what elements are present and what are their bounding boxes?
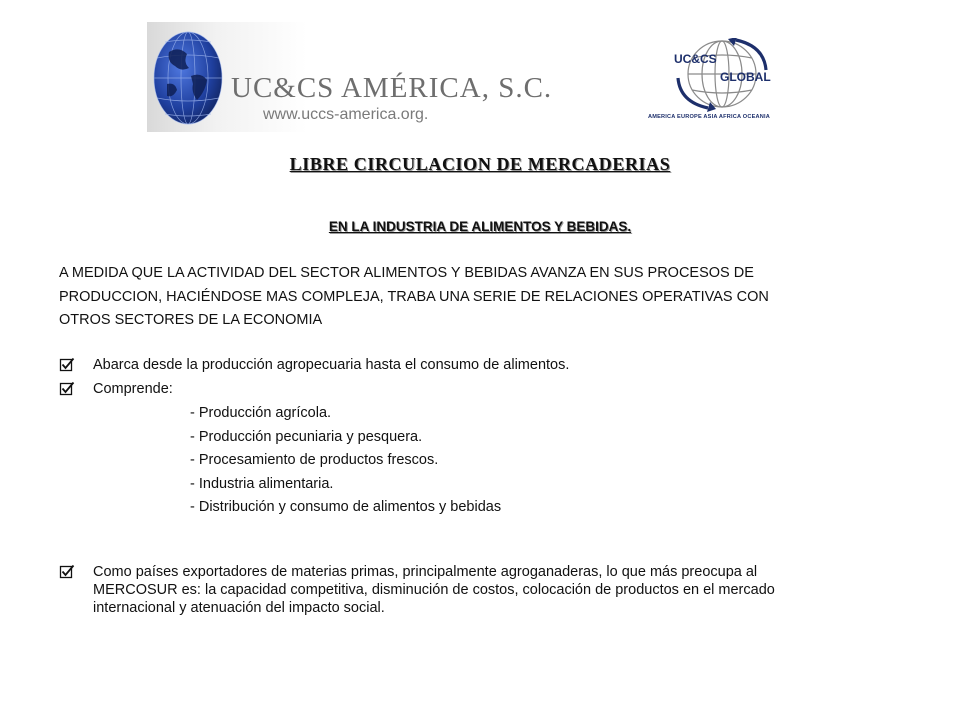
checkbox-checked-icon xyxy=(59,564,75,580)
logo-text-uccs: UC&CS xyxy=(674,52,717,66)
uccs-america-logo xyxy=(147,22,625,132)
intro-paragraph xyxy=(59,262,879,333)
company-url: www.uccs-america.org. xyxy=(263,106,429,123)
page-title: LIBRE CIRCULACION DE MERCADERIAS xyxy=(289,154,671,174)
sub-list-item: - Procesamiento de productos frescos. xyxy=(190,452,439,468)
bullet-text: Abarca desde la producción agropecuaria hasta el consumo de alimentos. xyxy=(93,357,570,373)
sub-list-item: - Producción pecuniaria y pesquera. xyxy=(190,428,423,445)
sub-list-item: - Producción agrícola. xyxy=(190,405,332,421)
checkbox-checked-icon xyxy=(59,381,75,397)
globe-icon xyxy=(151,26,225,128)
bullet-text: Comprende: xyxy=(93,381,173,397)
uccs-global-logo xyxy=(640,38,798,130)
logo-text-global: GLOBAL xyxy=(720,70,771,84)
sub-list-item: - Industria alimentaria. xyxy=(190,475,334,492)
sub-list xyxy=(190,402,501,520)
checkbox-checked-icon xyxy=(59,357,75,373)
bullet-text: Como países exportadores de materias primas, principalmente agroganaderas, lo que más preocupa al MERCOSUR es: la capacidad competitiva, disminución de costos, colocación de productos en el mercado internacional y atenuación del impacto social. xyxy=(93,564,775,616)
sub-list-item: - Distribución y consumo de alimentos y bebidas xyxy=(190,499,502,515)
intro-line: A MEDIDA QUE LA ACTIVIDAD DEL SECTOR ALIMENTOS Y BEBIDAS AVANZA EN SUS PROCESOS DE xyxy=(59,265,754,281)
logo-continents: AMERICA EUROPE ASIA AFRICA OCEANIA xyxy=(648,114,770,120)
intro-line: OTROS SECTORES DE LA ECONOMIA xyxy=(59,312,323,328)
company-name: UC&CS AMÉRICA, S.C. xyxy=(231,72,553,104)
intro-line: PRODUCCION, HACIÉNDOSE MAS COMPLEJA, TRABA UNA SERIE DE RELACIONES OPERATIVAS CON xyxy=(59,288,769,305)
page-subtitle: EN LA INDUSTRIA DE ALIMENTOS Y BEBIDAS. xyxy=(328,219,632,234)
